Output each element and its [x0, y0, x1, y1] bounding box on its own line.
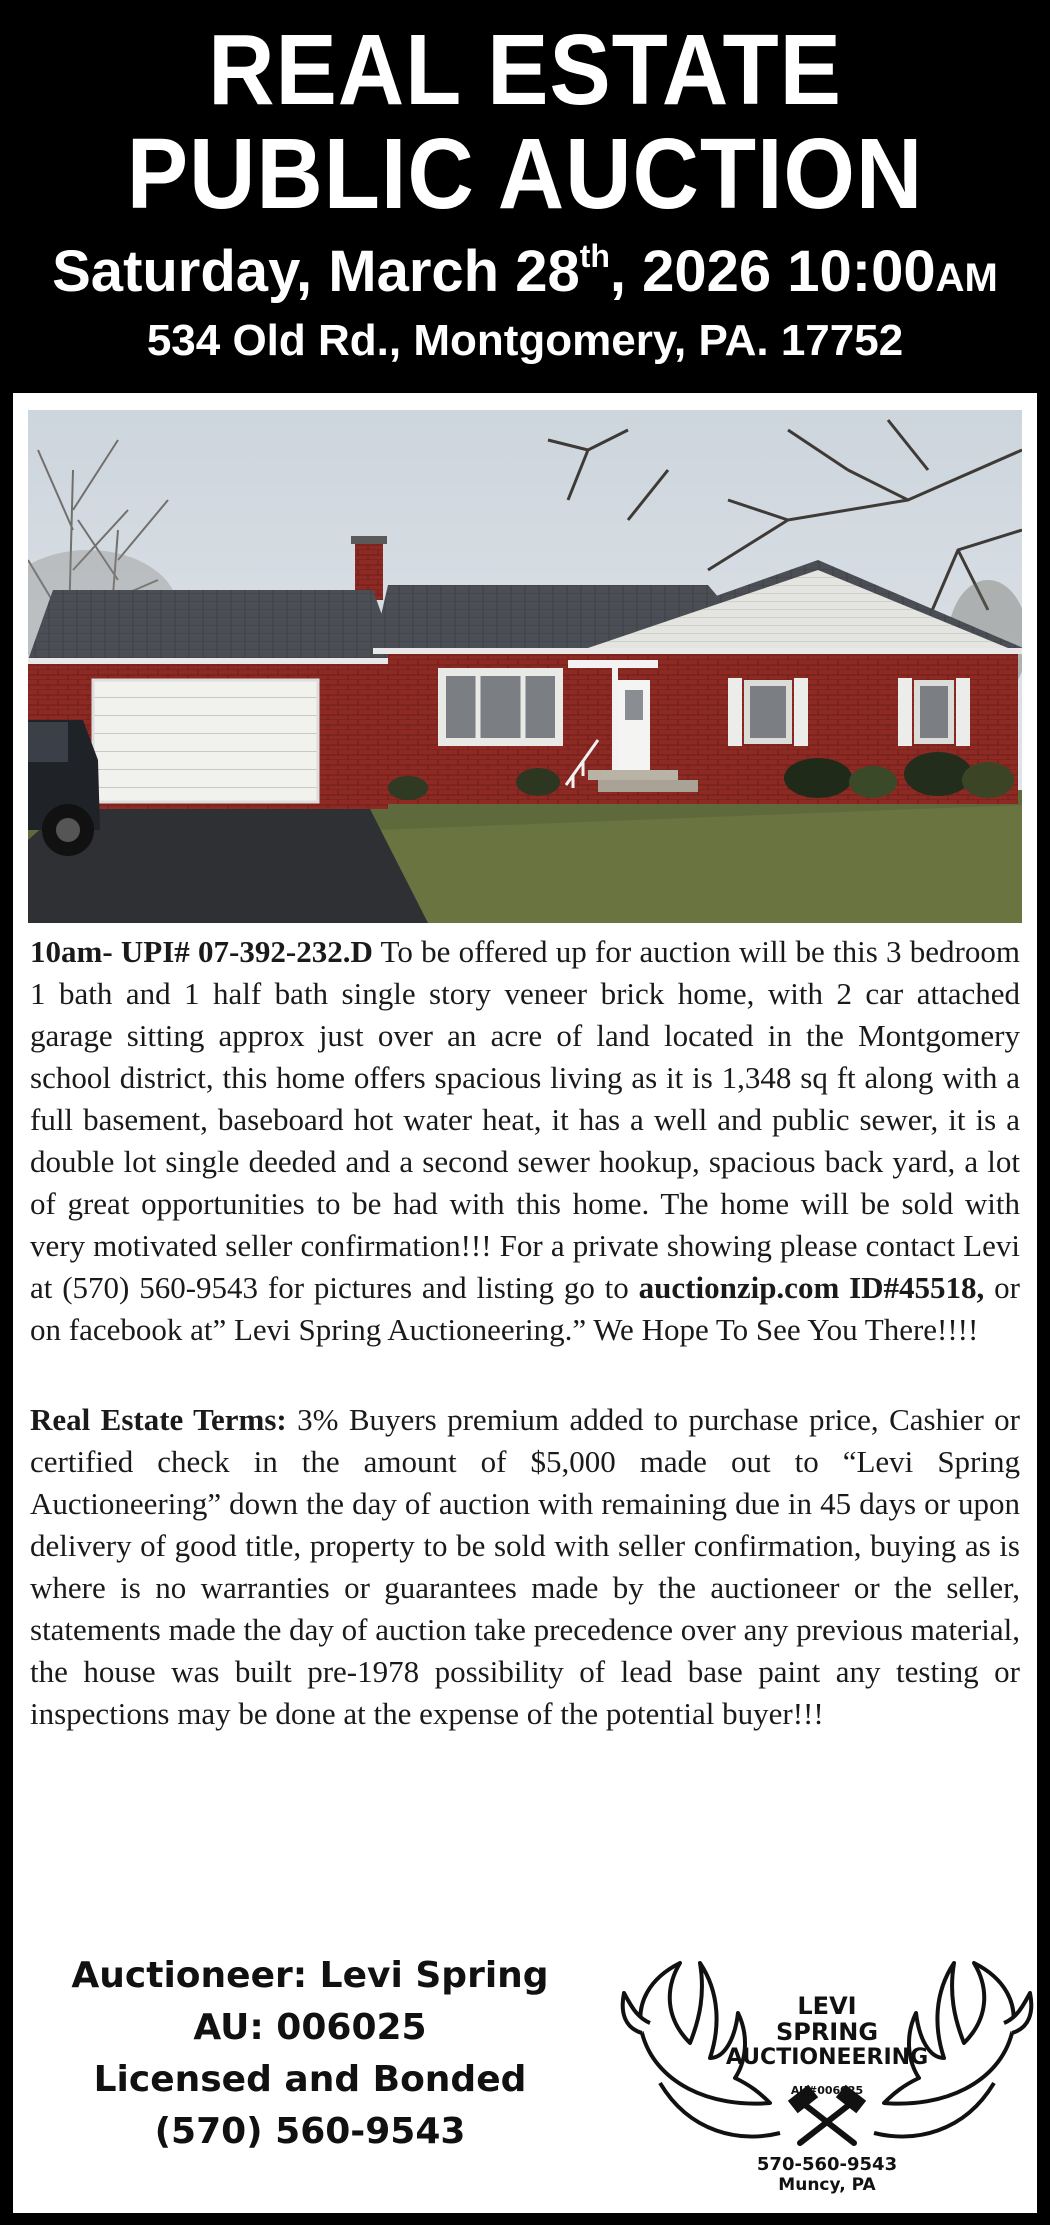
description-text-1: To be offered up for auction will be this 3 bedroom 1 bath and 1 half bath single story veneer brick home, with 2 car attached garage sitting approx just over an acre of land located in the Montgomery school district, this home offers spacious living as it is 1,348 sq ft along with a full basement, baseboard hot water heat, it has a well and public sewer, it is a double lot single deeded and a second sewer hookup, spacious back yard, a lot of great opportunities to be had with this home. The home will be sold with very motivated seller confirmation!!! For a private showing please contact Levi at (570) 560-9543 for pictures and listing go to [30, 934, 1020, 1305]
auctioneer-info [30, 1950, 590, 2158]
date-ampm: AM [935, 256, 998, 300]
headline-line-1: REAL ESTATE [208, 14, 842, 126]
headline-line-2: PUBLIC AUCTION [126, 118, 924, 230]
logo-name-line-2: SPRING [775, 2018, 879, 2046]
date-ordinal: th [579, 238, 610, 274]
logo-name-line-1: LEVI [797, 1992, 857, 2020]
property-address: 534 Old Rd., Montgomery, PA. 17752 [146, 316, 904, 365]
auctionzip-id: auctionzip.com ID#45518, [638, 1270, 985, 1305]
description-text-2: or on facebook at” Levi Spring Auctioneering.” We Hope To See You There!!!! [30, 1270, 1020, 1347]
gavel-icon [800, 2101, 854, 2143]
logo-name-line-3: AUCTIONEERING [725, 2045, 929, 2070]
date-prefix: Saturday, March 28 [52, 239, 580, 304]
antlers-gavel-logo [620, 1933, 1034, 2203]
terms-label: Real Estate Terms: [30, 1402, 287, 1437]
content-panel [13, 393, 1037, 2213]
auction-date [0, 240, 1050, 310]
auctioneer-license: AU: 006025 [193, 2007, 427, 2048]
logo-city: Muncy, PA [778, 2175, 876, 2195]
house-photo [28, 410, 1022, 923]
auctioneer-name: Auctioneer: Levi Spring [71, 1955, 549, 1996]
logo-license: AU#006025 [790, 2084, 864, 2097]
upi-lead: 10am- UPI# 07-392-232.D [30, 934, 373, 969]
logo-phone: 570-560-9543 [756, 2154, 898, 2175]
terms-text: 3% Buyers premium added to purchase price, Cashier or certified check in the amount of $5,000 made out to “Levi Spring Auctioneering” down the day of auction with remaining due in 45 days or upon delivery of good title, property to be sold with seller confirmation, buying as is where is no warranties or guarantees made by the auctioneer or the seller, statements made the day of auction take precedence over any previous material, the house was built pre-1978 possibility of lead base paint any testing or inspections may be done at the expense of the potential buyer!!! [30, 1402, 1021, 1731]
real-estate-terms [30, 1399, 1020, 1735]
licensed-bonded: Licensed and Bonded [93, 2059, 527, 2100]
property-description [30, 931, 1020, 1351]
header-banner [0, 0, 1050, 390]
date-rest: , 2026 10:00 [609, 239, 936, 304]
auctioneer-phone: (570) 560-9543 [154, 2111, 466, 2152]
